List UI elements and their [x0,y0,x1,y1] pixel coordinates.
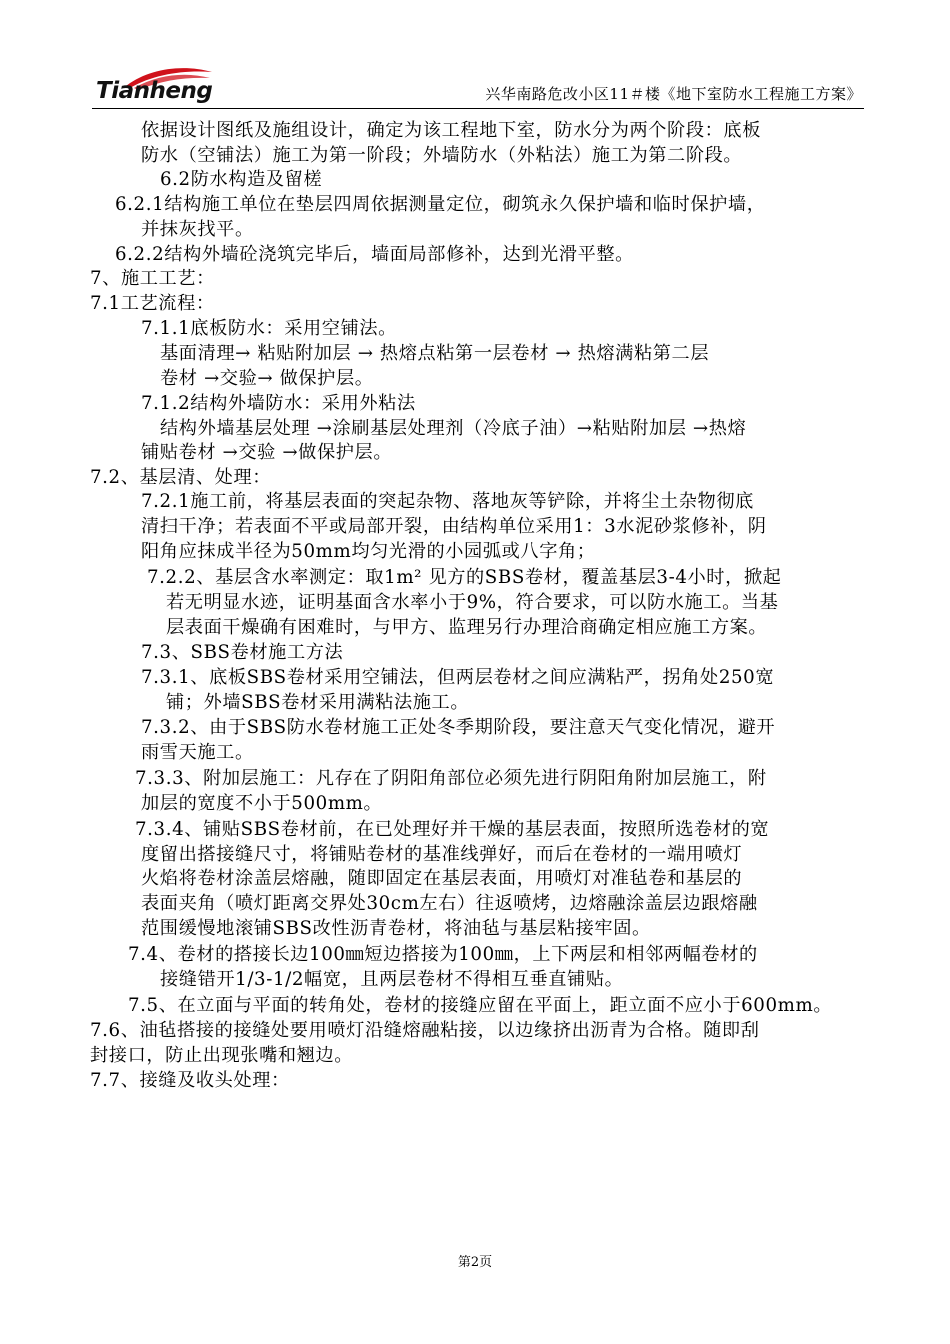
text-line: 封接口，防止出现张嘴和翘边。 [90,1045,354,1066]
text-line: 清扫干净；若表面不平或局部开裂，由结构单位采用1：3水泥砂浆修补，阴 [141,516,767,537]
text-line: 6.2.1结构施工单位在垫层四周依据测量定位，砌筑永久保护墙和临时保护墙， [115,194,766,215]
text-line: 7.2.1施工前，将基层表面的突起杂物、落地灰等铲除，并将尘土杂物彻底 [141,491,754,512]
document-title: 兴华南路危改小区11＃楼《地下室防水工程施工方案》 [485,85,862,103]
text-line: 7.6、油毡搭接的接缝处要用喷灯沿缝熔融粘接，以边缘挤出沥青为合格。随即刮 [90,1020,760,1041]
text-line: 加层的宽度不小于500mm。 [141,793,383,814]
text-line: 阳角应抹成半径为50mm均匀光滑的小园弧或八字角； [141,541,596,562]
text-line: 7.3.3、附加层施工：凡存在了阴阳角部位必须先进行阴阳角附加层施工，附 [135,768,767,789]
section-heading: 7.1工艺流程： [90,293,215,314]
text-line: 铺；外墙SBS卷材采用满粘法施工。 [166,692,470,713]
text-line: 表面夹角（喷灯距离交界处30cm左右）往返喷烤，边熔融涂盖层边跟熔融 [141,893,758,914]
text-line: 层表面干燥确有困难时，与甲方、监理另行办理洽商确定相应施工方案。 [166,617,768,638]
text-line: 若无明显水迹，证明基面含水率小于9%，符合要求，可以防水施工。当基 [166,592,779,613]
text-line: 度留出搭接缝尺寸，将铺贴卷材的基准线弹好，而后在卷材的一端用喷灯 [141,844,743,865]
text-line: 7.3.2、由于SBS防水卷材施工正处冬季期阶段，要注意天气变化情况，避开 [141,717,776,738]
text-line: 7.2.2、基层含水率测定：取1m² 见方的SBS卷材，覆盖基层3-4小时，掀起 [147,567,782,588]
page-header [92,62,864,109]
text-line: 接缝错开1/3-1/2幅宽，且两层卷材不得相互垂直铺贴。 [160,969,624,990]
text-line: 雨雪天施工。 [141,742,254,763]
section-heading: 6.2防水构造及留槎 [160,169,323,190]
text-line: 依据设计图纸及施组设计，确定为该工程地下室，防水分为两个阶段：底板 [141,120,761,141]
text-line: 火焰将卷材涂盖层熔融，随即固定在基层表面，用喷灯对准毡卷和基层的 [141,868,743,889]
page-number: 第2页 [457,1255,493,1270]
text-line: 铺贴卷材 →交验 →做保护层。 [141,442,393,463]
text-line: 7.4、卷材的搭接长边100㎜短边搭接为100㎜，上下两层和相邻两幅卷材的 [128,944,758,965]
text-line: 结构外墙基层处理 →涂刷基层处理剂（冷底子油）→粘贴附加层 →热熔 [160,418,747,439]
company-logo: Tianheng [96,78,213,104]
text-line: 7.5、在立面与平面的转角处，卷材的接缝应留在平面上，距立面不应小于600mm。 [128,995,833,1016]
text-line: 卷材 →交验→ 做保护层。 [160,368,374,389]
section-heading: 7.7、接缝及收头处理： [90,1070,290,1091]
text-line: 防水（空铺法）施工为第一阶段；外墙防水（外粘法）施工为第二阶段。 [141,145,743,166]
text-line: 6.2.2结构外墙砼浇筑完毕后，墙面局部修补，达到光滑平整。 [115,244,634,265]
text-line: 并抹灰找平。 [141,219,254,240]
section-heading: 7.2、基层清、处理： [90,467,272,488]
text-line: 7.3.1、底板SBS卷材采用空铺法，但两层卷材之间应满粘严，拐角处250宽 [141,667,775,688]
text-line: 基面清理→ 粘贴附加层 → 热熔点粘第一层卷材 → 热熔满粘第二层 [160,343,710,364]
text-line: 7.3.4、铺贴SBS卷材前，在已处理好并干燥的基层表面，按照所选卷材的宽 [135,819,770,840]
section-heading: 7.3、SBS卷材施工方法 [141,642,344,663]
text-line: 范围缓慢地滚铺SBS改性沥青卷材，将油毡与基层粘接牢固。 [141,918,651,939]
text-line: 7.1.2结构外墙防水：采用外粘法 [141,393,416,414]
section-heading: 7、施工工艺： [90,268,215,289]
text-line: 7.1.1底板防水：采用空铺法。 [141,318,397,339]
